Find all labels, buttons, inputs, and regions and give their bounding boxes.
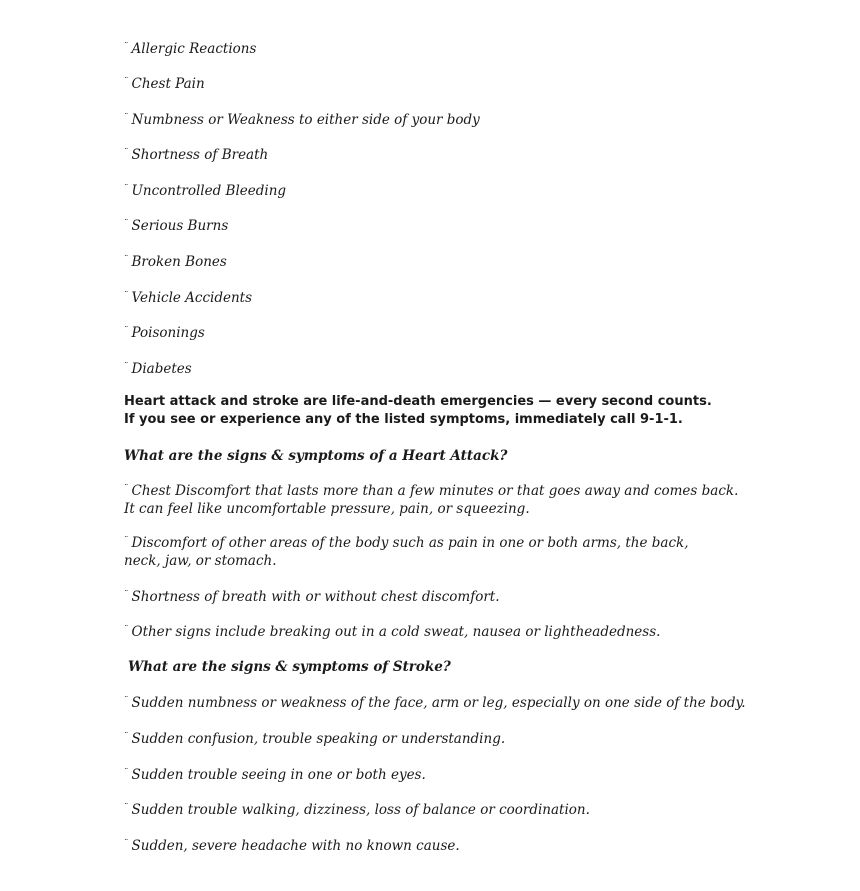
bullet-icon: ¨: [124, 184, 129, 194]
list-item: ¨ Other signs include breaking out in a cold sweat, nausea or lightheadedness.: [124, 624, 661, 640]
list-item: ¨ Poisonings: [124, 325, 205, 341]
bullet-icon: ¨: [124, 42, 129, 52]
list-item: ¨ Broken Bones: [124, 254, 227, 270]
bullet-icon: ¨: [124, 803, 129, 813]
emergency-warning: Heart attack and stroke are life-and-death emergencies — every second counts. If you see or experience any of the listed symptoms, immediately call 9-1-1.: [124, 394, 712, 427]
list-item: ¨ Discomfort of other areas of the body such as pain in one or both arms, the back, neck, jaw, or stomach.: [124, 535, 689, 569]
heart-attack-heading: What are the signs & symptoms of a Heart Attack?: [124, 448, 508, 464]
list-item: ¨ Sudden trouble seeing in one or both eyes.: [124, 767, 426, 783]
list-item: ¨ Sudden, severe headache with no known cause.: [124, 838, 460, 854]
bullet-icon: ¨: [124, 590, 129, 600]
bullet-icon: ¨: [124, 291, 129, 301]
list-item: ¨ Serious Burns: [124, 218, 229, 234]
bullet-icon: ¨: [124, 113, 129, 123]
bullet-icon: ¨: [124, 77, 129, 87]
bullet-icon: ¨: [124, 768, 129, 778]
bullet-icon: ¨: [124, 625, 129, 635]
bullet-icon: ¨: [124, 732, 129, 742]
list-item: ¨ Allergic Reactions: [124, 41, 257, 57]
bullet-icon: ¨: [124, 839, 129, 849]
bullet-icon: ¨: [124, 255, 129, 265]
bullet-icon: ¨: [124, 536, 129, 546]
list-item: ¨ Numbness or Weakness to either side of your body: [124, 112, 480, 128]
list-item: ¨ Shortness of breath with or without chest discomfort.: [124, 589, 500, 605]
list-item: ¨ Vehicle Accidents: [124, 290, 253, 306]
list-item: ¨ Sudden numbness or weakness of the face, arm or leg, especially on one side of the body.: [124, 695, 746, 711]
list-item: ¨ Shortness of Breath: [124, 147, 269, 163]
bullet-icon: ¨: [124, 148, 129, 158]
stroke-heading: What are the signs & symptoms of Stroke?: [128, 659, 451, 675]
bullet-icon: ¨: [124, 484, 129, 494]
list-item: ¨ Sudden confusion, trouble speaking or understanding.: [124, 731, 506, 747]
list-item: ¨ Chest Discomfort that lasts more than a few minutes or that goes away and comes back. It can feel like uncomfortable pressure, pain, or squeezing.: [124, 483, 739, 517]
list-item: ¨ Diabetes: [124, 361, 192, 377]
bullet-icon: ¨: [124, 696, 129, 706]
bullet-icon: ¨: [124, 219, 129, 229]
list-item: ¨ Chest Pain: [124, 76, 205, 92]
list-item: ¨ Sudden trouble walking, dizziness, loss of balance or coordination.: [124, 802, 590, 818]
bullet-icon: ¨: [124, 326, 129, 336]
bullet-icon: ¨: [124, 362, 129, 372]
list-item: ¨ Uncontrolled Bleeding: [124, 183, 287, 199]
